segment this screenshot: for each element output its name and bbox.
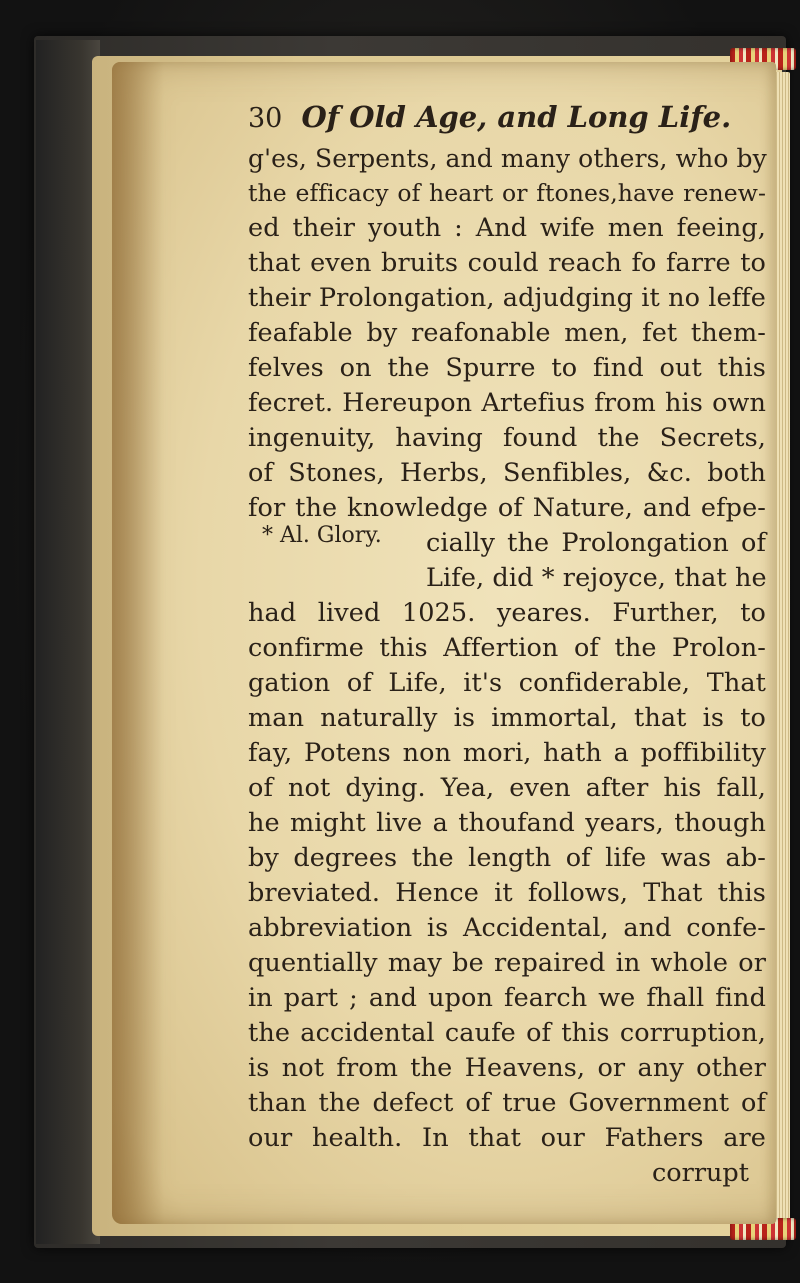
margin-note: * Al. Glory. [262, 523, 382, 548]
body-line-19: of not dying. Yea, even after his fall, [248, 773, 766, 803]
body-line-7: felves on the Spurre to find out this [248, 353, 766, 383]
body-line-10: of Stones, Herbs, Senfibles, &c. both [248, 458, 766, 488]
body-line-17: man naturally is immortal, that is to [248, 703, 766, 733]
body-line-6: feafable by reafonable men, fet them- [248, 318, 766, 348]
body-line-28: than the defect of true Government of [248, 1088, 766, 1118]
body-line-27: is not from the Heavens, or any other [248, 1053, 766, 1083]
body-line-1: g'es, Serpents, and many others, who by [248, 144, 767, 173]
body-line-8: fecret. Hereupon Artefius from his own [248, 388, 766, 418]
page-number: 30 [248, 103, 283, 134]
body-line-5: their Prolongation, adjudging it no leffe [248, 283, 766, 313]
body-line-18: fay, Potens non mori, hath a poffibility [248, 738, 766, 768]
body-line-12: cially the Prolongation of [426, 528, 766, 558]
body-line-26: the accidental caufe of this corruption, [248, 1018, 766, 1048]
body-line-25: in part ; and upon fearch we fhall find [248, 983, 766, 1013]
body-line-16: gation of Life, it's confiderable, That [248, 668, 766, 698]
body-line-15: confirme this Affertion of the Prolon- [248, 633, 766, 663]
body-line-21: by degrees the length of life was ab- [248, 843, 766, 873]
body-line-14: had lived 1025. yeares. Further, to [248, 598, 766, 628]
body-line-13: Life, did * rejoyce, that he [426, 563, 767, 593]
body-line-23: abbreviation is Accidental, and confe- [248, 913, 766, 943]
body-line-9: ingenuity, having found the Secrets, [248, 423, 766, 453]
body-line-24: quentially may be repaired in whole or [248, 948, 766, 978]
catchword: corrupt [652, 1158, 750, 1188]
running-title: Of Old Age, and Long Life. [301, 100, 732, 134]
page-header [248, 100, 766, 136]
body-line-22: breviated. Hence it follows, That this [248, 878, 766, 908]
body-line-3: ed their youth : And wife men feeing, [248, 213, 766, 243]
body-line-2: the efficacy of heart or ftones,have renew- [248, 179, 766, 207]
body-line-4: that even bruits could reach fo farre to [248, 248, 766, 278]
body-line-11: for the knowledge of Nature, and efpe- [248, 493, 766, 523]
body-line-29: our health. In that our Fathers are [248, 1123, 766, 1153]
body-line-20: he might live a thoufand years, though [248, 808, 766, 838]
